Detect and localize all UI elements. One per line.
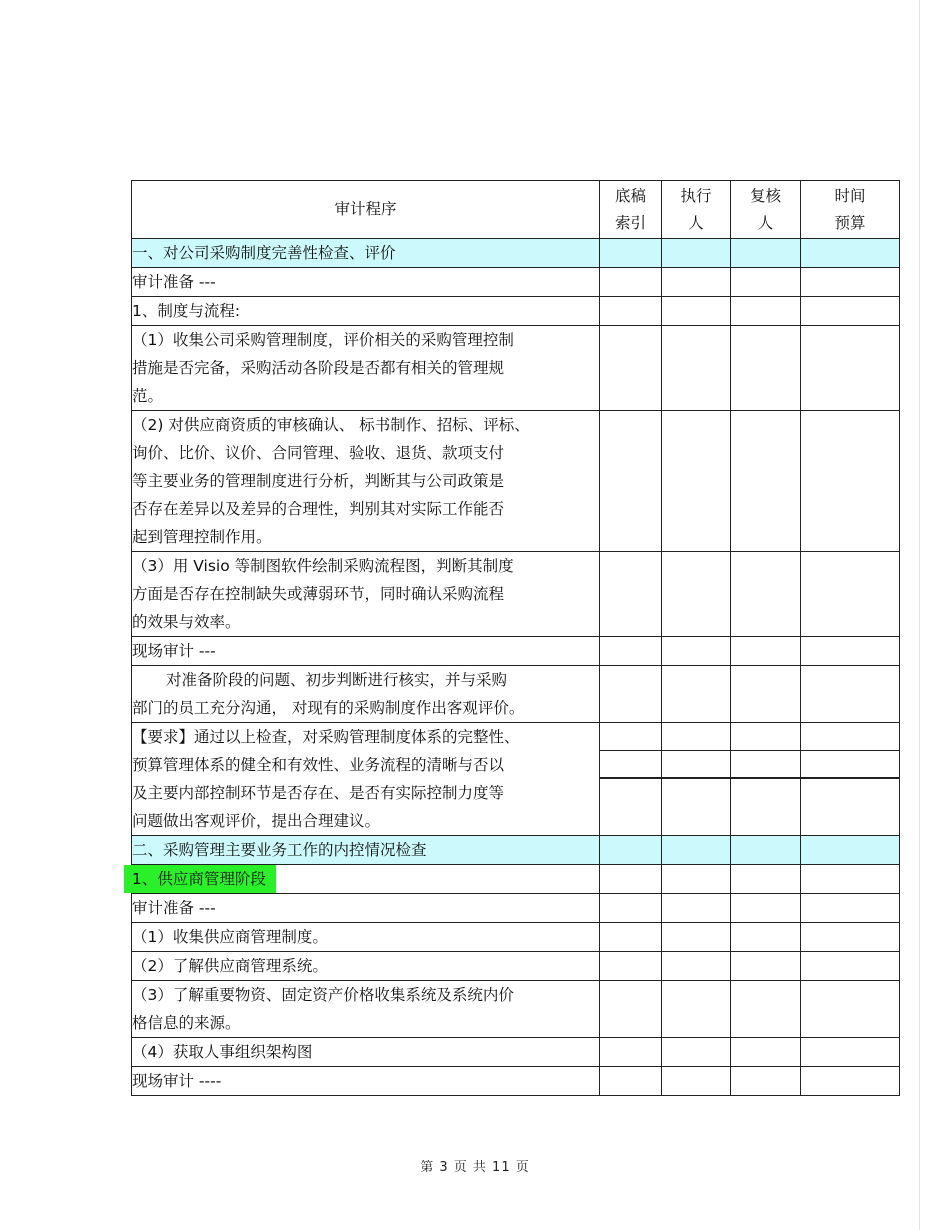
procedure-line: （1）收集供应商管理制度。 (132, 928, 328, 946)
index-cell (600, 836, 662, 865)
reviewer-cell (731, 894, 801, 923)
index-cell (600, 239, 662, 268)
index-cell (600, 1067, 662, 1096)
budget-cell (801, 923, 900, 952)
reviewer-cell (731, 1067, 801, 1096)
reviewer-cell (731, 239, 801, 268)
executor-cell (662, 326, 731, 411)
reviewer-cell (731, 836, 801, 865)
header-budget (801, 181, 900, 239)
reviewer-cell (731, 552, 801, 637)
budget-cell (801, 552, 900, 637)
procedure-line: 对准备阶段的问题、初步判断进行核实，并与采购 (166, 671, 508, 689)
executor-cell (662, 666, 731, 723)
section-row (132, 836, 900, 865)
procedure-line: （3）用 Visio 等制图软件绘制采购流程图，判断其制度 (132, 557, 514, 575)
table-row (132, 865, 900, 894)
header-executor-line: 执行 (680, 186, 712, 205)
procedure-line: （2) 对供应商资质的审核确认、 标书制作、招标、评标、 (132, 416, 530, 434)
table-row (132, 981, 900, 1038)
executor-cell (662, 411, 731, 552)
budget-cell (801, 952, 900, 981)
budget-cell (801, 894, 900, 923)
procedure-cell (132, 1067, 600, 1096)
executor-cell (662, 637, 731, 666)
procedure-line: （1）收集公司采购管理制度，评价相关的采购管理控制 (132, 331, 514, 349)
table-row (132, 1067, 900, 1096)
index-cell (600, 297, 662, 326)
executor-cell (662, 268, 731, 297)
procedure-line: 询价、比价、议价、合同管理、验收、退货、款项支付 (132, 444, 505, 462)
header-executor-line: 人 (688, 213, 704, 232)
procedure-line: 一、对公司采购制度完善性检查、评价 (132, 244, 396, 262)
budget-cell (801, 239, 900, 268)
budget-cell (801, 326, 900, 411)
procedure-line: 预算管理体系的健全和有效性、业务流程的清晰与否以 (132, 756, 505, 774)
budget-cell (801, 723, 900, 836)
procedure-line: 范。 (132, 387, 164, 405)
reviewer-cell (731, 666, 801, 723)
index-cell (600, 923, 662, 952)
index-cell (600, 894, 662, 923)
procedure-line: 1、制度与流程: (132, 302, 241, 320)
index-cell (600, 865, 662, 894)
header-reviewer (731, 181, 801, 239)
section-row (132, 239, 900, 268)
index-cell (600, 981, 662, 1038)
page-edge-line (919, 0, 920, 1230)
procedure-line: 方面是否存在控制缺失或薄弱环节，同时确认采购流程 (132, 585, 505, 603)
procedure-line: 审计准备 --- (132, 273, 216, 291)
procedure-cell (132, 723, 600, 836)
header-index (600, 181, 662, 239)
executor-cell (662, 894, 731, 923)
procedure-cell (132, 268, 600, 297)
budget-cell (801, 981, 900, 1038)
table-row (132, 552, 900, 637)
procedure-cell (132, 666, 600, 723)
procedure-cell (132, 923, 600, 952)
index-cell (600, 1038, 662, 1067)
procedure-line: 起到管理控制作用。 (132, 528, 272, 546)
executor-cell (662, 865, 731, 894)
reviewer-cell (731, 297, 801, 326)
procedure-line: 等主要业务的管理制度进行分析，判断其与公司政策是 (132, 472, 505, 490)
table-row (132, 923, 900, 952)
table-row (132, 723, 900, 836)
reviewer-cell (731, 865, 801, 894)
budget-cell (801, 411, 900, 552)
executor-cell (662, 1038, 731, 1067)
reviewer-cell (731, 1038, 801, 1067)
executor-cell (662, 836, 731, 865)
procedure-line: （2）了解供应商管理系统。 (132, 957, 328, 975)
header-reviewer-line: 人 (757, 213, 774, 232)
procedure-line: 及主要内部控制环节是否存在、是否有实际控制力度等 (132, 784, 505, 802)
reviewer-cell (731, 637, 801, 666)
header-budget-line: 预算 (834, 213, 866, 232)
header-budget-line: 时间 (834, 186, 866, 205)
highlighted-heading: 1、供应商管理阶段 (124, 865, 276, 893)
index-cell (600, 268, 662, 297)
procedure-line: 【要求】通过以上检查，对采购管理制度体系的完整性、 (132, 728, 520, 746)
procedure-cell (132, 326, 600, 411)
reviewer-cell (731, 268, 801, 297)
procedure-cell (132, 552, 600, 637)
header-index-line: 索引 (614, 213, 646, 232)
header-index-line: 底稿 (614, 186, 646, 205)
budget-cell (801, 1038, 900, 1067)
header-executor (662, 181, 731, 239)
page-number-footer: 第 3 页 共 11 页 (420, 1160, 530, 1175)
budget-cell (801, 268, 900, 297)
index-cell (600, 326, 662, 411)
procedure-line: 的效果与效率。 (132, 613, 241, 631)
executor-cell (662, 552, 731, 637)
header-reviewer-line: 复核 (749, 186, 781, 205)
reviewer-cell (731, 981, 801, 1038)
executor-cell (662, 981, 731, 1038)
procedure-cell (132, 411, 600, 552)
table-row (132, 894, 900, 923)
table-row (132, 268, 900, 297)
procedure-line: 审计准备 --- (132, 899, 216, 917)
budget-cell (801, 666, 900, 723)
reviewer-cell (731, 952, 801, 981)
procedure-line: 现场审计 --- (132, 642, 216, 660)
executor-cell (662, 723, 731, 836)
budget-cell (801, 1067, 900, 1096)
procedure-line: 格信息的来源。 (132, 1014, 241, 1032)
reviewer-cell (731, 723, 801, 836)
procedure-cell (132, 894, 600, 923)
audit-procedure-table (131, 180, 900, 1096)
procedure-line: 措施是否完备，采购活动各阶段是否都有相关的管理规 (132, 359, 505, 377)
procedure-cell (132, 952, 600, 981)
budget-cell (801, 637, 900, 666)
procedure-cell (132, 297, 600, 326)
procedure-line: 问题做出客观评价，提出合理建议。 (132, 812, 381, 830)
procedure-line: 二、采购管理主要业务工作的内控情况检查 (132, 841, 427, 859)
procedure-cell (132, 981, 600, 1038)
reviewer-cell (731, 411, 801, 552)
reviewer-cell (731, 923, 801, 952)
budget-cell (801, 836, 900, 865)
procedure-line: （4）获取人事组织架构图 (132, 1043, 313, 1061)
procedure-cell (132, 239, 600, 268)
procedure-cell (132, 836, 600, 865)
executor-cell (662, 923, 731, 952)
procedure-cell (132, 637, 600, 666)
index-cell (600, 552, 662, 637)
table-row (132, 666, 900, 723)
index-cell (600, 411, 662, 552)
executor-cell (662, 297, 731, 326)
table-row (132, 326, 900, 411)
executor-cell (662, 952, 731, 981)
table-row (132, 297, 900, 326)
executor-cell (662, 1067, 731, 1096)
procedure-cell (132, 865, 600, 894)
procedure-line: 现场审计 ---- (132, 1072, 222, 1090)
index-cell (600, 723, 662, 836)
table-row (132, 1038, 900, 1067)
procedure-line: 否存在差异以及差异的合理性，判别其对实际工作能否 (132, 500, 505, 518)
procedure-line: 部门的员工充分沟通， 对现有的采购制度作出客观评价。 (132, 699, 525, 717)
table-row (132, 411, 900, 552)
procedure-cell (132, 1038, 600, 1067)
header-procedure: 审计程序 (132, 181, 600, 239)
table-row (132, 952, 900, 981)
budget-cell (801, 865, 900, 894)
index-cell (600, 637, 662, 666)
table-row (132, 637, 900, 666)
budget-cell (801, 297, 900, 326)
reviewer-cell (731, 326, 801, 411)
table-header-row (132, 181, 900, 239)
executor-cell (662, 239, 731, 268)
index-cell (600, 666, 662, 723)
procedure-line: （3）了解重要物资、固定资产价格收集系统及系统内价 (132, 986, 514, 1004)
index-cell (600, 952, 662, 981)
